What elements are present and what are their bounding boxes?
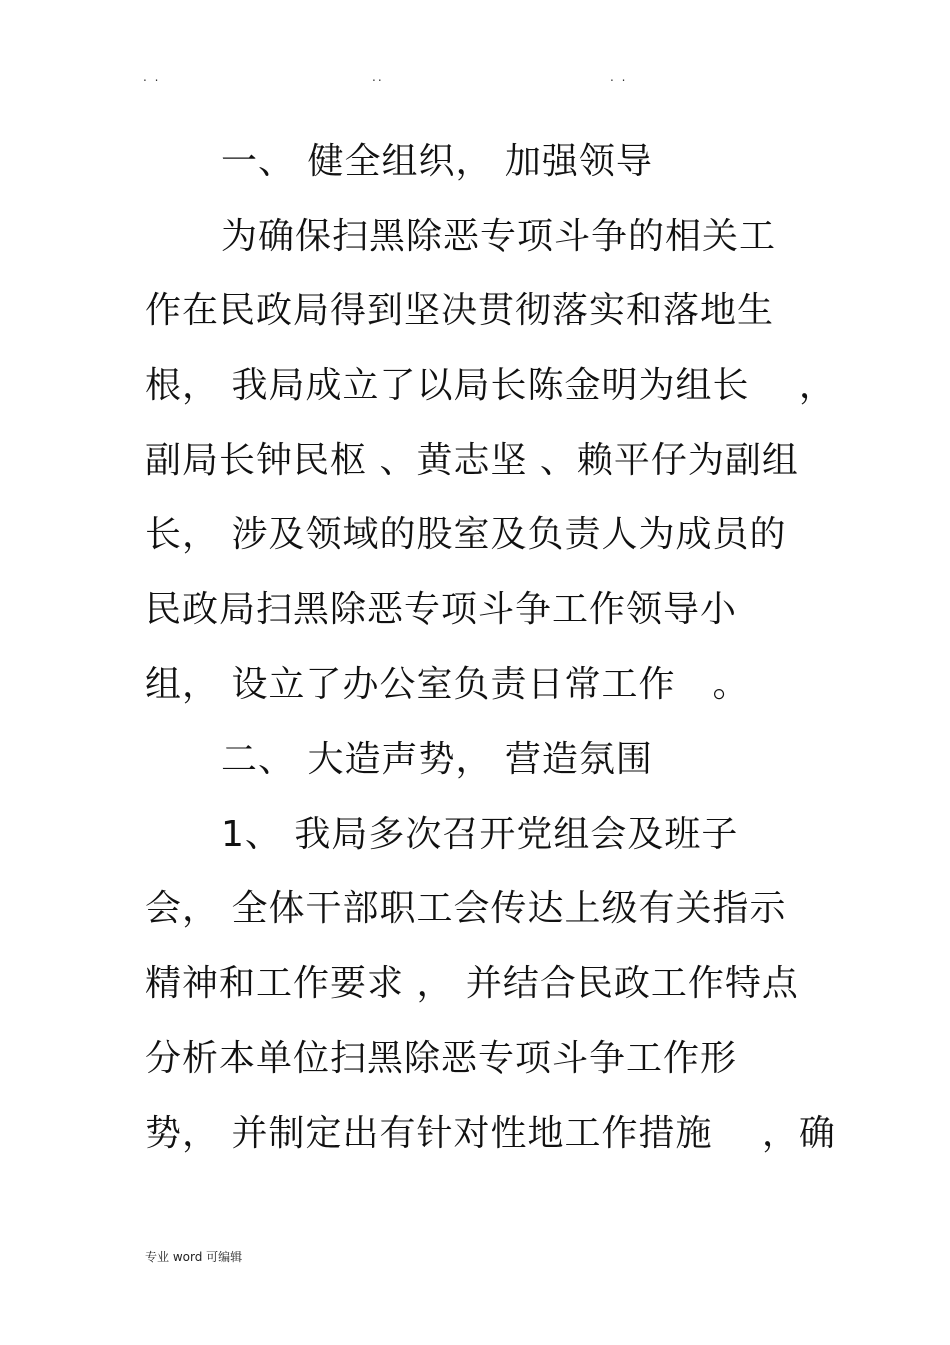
paragraph-line: 副局长钟民枢 、黄志坚 、赖平仔为副组 [145,440,799,481]
paragraph-line: 会， 全体干部职工会传达上级有关指示 [145,888,787,929]
paragraph-line: 民政局扫黑除恶专项斗争工作领导小 [145,589,738,630]
paragraph-line: 组， 设立了办公室负责日常工作 。 [145,664,750,705]
paragraph-line: 作在民政局得到坚决贯彻落实和落地生 [145,290,775,331]
header-dots-right: . . [610,70,628,84]
paragraph-line: 势， 并制定出有针对性地工作措施 ，确 [145,1113,836,1154]
paragraph-line: 根， 我局成立了以局长陈金明为组长 ， [145,365,836,406]
header-dots-center: .. [372,70,384,84]
paragraph-line: 为确保扫黑除恶专项斗争的相关工 [221,216,777,257]
page-footer: 专业 word 可编辑 [145,1250,243,1264]
paragraph-line: 分析本单位扫黑除恶专项斗争工作形 [145,1038,738,1079]
header-dots-left: . . [143,70,161,84]
paragraph-line: 精神和工作要求 ， 并结合民政工作特点 [145,963,799,1004]
page-header-dots [0,70,950,90]
paragraph-line: 1、 我局多次召开党组会及班子 [221,814,739,855]
paragraph-line: 长， 涉及领域的股室及负责人为成员的 [145,514,787,555]
section-heading-2: 二、 大造声势， 营造氛围 [221,739,653,780]
section-heading-1: 一、 健全组织， 加强领导 [221,141,653,182]
